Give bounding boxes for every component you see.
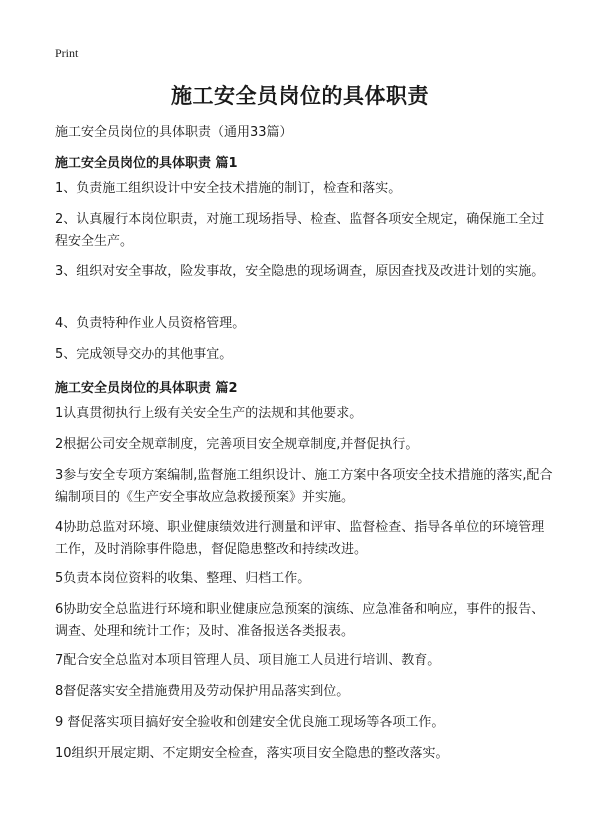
paragraph: 4、负责特种作业人员资格管理。: [55, 316, 246, 331]
paragraph: 6协助安全总监进行环境和职业健康应急预案的演练、应急准备和响应，事件的报告、调查、处理和统计工作；及时、准备报送各类报表。: [55, 602, 545, 639]
section-heading: 施工安全员岗位的具体职责 篇2: [55, 381, 238, 396]
paragraph: 4协助总监对环境、职业健康绩效进行测量和评审、监督检查、指导各单位的环境管理工作，及时消除事件隐患，督促隐患整改和持续改进。: [55, 520, 545, 557]
paragraph: 2根据公司安全规章制度，完善项目安全规章制度,并督促执行。: [55, 437, 419, 452]
paragraph: 1认真贯彻执行上级有关安全生产的法规和其他要求。: [55, 406, 363, 421]
section-heading: 施工安全员岗位的具体职责 篇1: [55, 156, 238, 171]
print-link[interactable]: Print: [55, 46, 79, 60]
paragraph: 3、组织对安全事故，险发事故，安全隐患的现场调查，原因查找及改进计划的实施。: [55, 264, 545, 279]
paragraph: 7配合安全总监对本项目管理人员、项目施工人员进行培训、教育。: [55, 653, 441, 668]
paragraph: 9 督促落实项目搞好安全验收和创建安全优良施工现场等各项工作。: [55, 715, 445, 730]
page-title: 施工安全员岗位的具体职责: [171, 84, 429, 108]
paragraph: 1、负责施工组织设计中安全技术措施的制订，检查和落实。: [55, 181, 402, 196]
paragraph: 5、完成领导交办的其他事宜。: [55, 347, 233, 362]
paragraph: 2、认真履行本岗位职责，对施工现场指导、检查、监督各项安全规定，确保施工全过程安全生产。: [55, 212, 545, 249]
paragraph: 5负责本岗位资料的收集、整理、归档工作。: [55, 571, 311, 586]
paragraph: 10组织开展定期、不定期安全检查，落实项目安全隐患的整改落实。: [55, 746, 449, 761]
paragraph: 3参与安全专项方案编制,监督施工组织设计、施工方案中各项安全技术措施的落实,配合编制项目的《生产安全事故应急救援预案》并实施。: [55, 468, 553, 505]
paragraph: 8督促落实安全措施费用及劳动保护用品落实到位。: [55, 684, 350, 699]
document-subtitle: 施工安全员岗位的具体职责（通用33篇）: [55, 125, 293, 140]
